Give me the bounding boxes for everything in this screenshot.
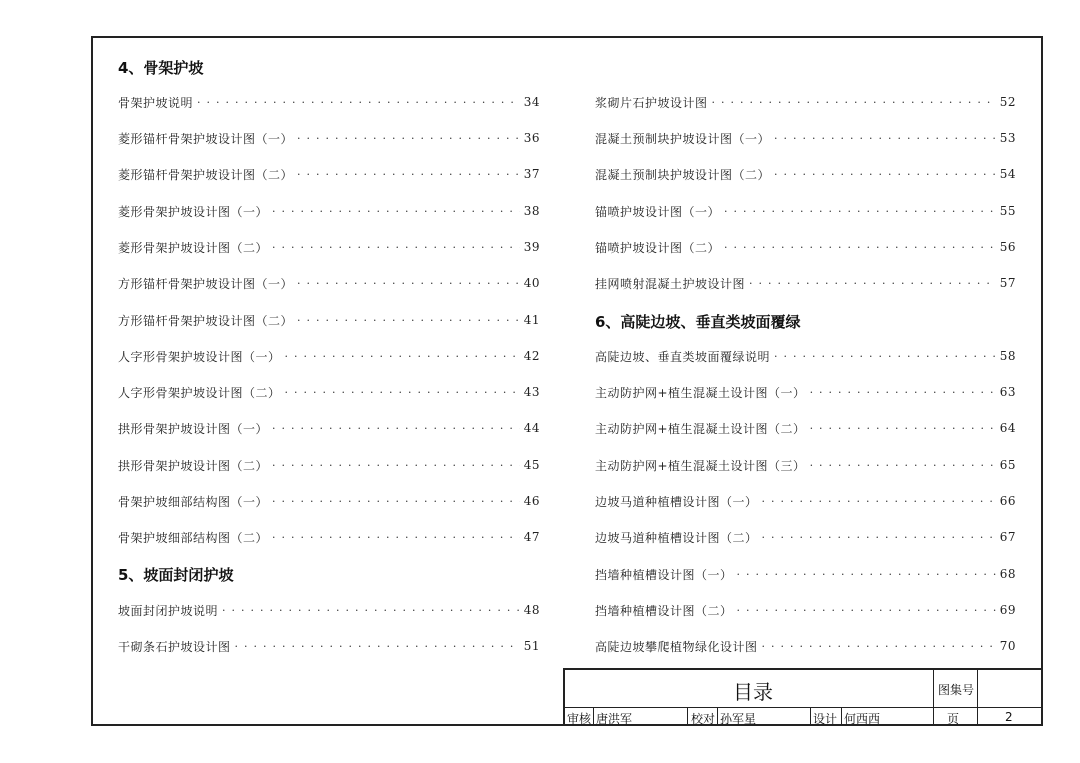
toc-entry-page: 56 [999,240,1016,254]
toc-entry-page: 69 [999,603,1016,617]
toc-entry[interactable] [118,491,540,511]
drawing-title: 目录 [733,680,773,704]
toc-entry-title: 拱形骨架护坡设计图（一） [118,421,269,436]
toc-entry-title: 边坡马道种植槽设计图（一） [595,494,758,509]
toc-entry-title: 高陡边坡攀爬植物绿化设计图 [595,639,758,654]
leader-dots [272,495,520,508]
toc-entry[interactable] [595,273,1016,293]
toc-entry[interactable] [595,491,1016,511]
leader-dots [810,386,996,399]
toc-entry[interactable] [118,346,540,366]
toc-entry[interactable] [595,164,1016,184]
title-block-divider [933,670,934,726]
toc-entry-title: 人字形骨架护坡设计图（二） [118,385,281,400]
leader-dots [272,422,520,435]
toc-entry[interactable] [118,455,540,475]
leader-dots [297,168,520,181]
toc-entry[interactable] [118,382,540,402]
toc-entry[interactable] [595,636,1016,656]
toc-entry[interactable] [118,237,540,257]
toc-entry-title: 骨架护坡说明 [118,95,194,110]
page-label: 页 [947,712,960,726]
toc-entry-page: 37 [523,167,540,181]
toc-entry[interactable] [595,418,1016,438]
page-number: 2 [1005,710,1013,724]
title-block-divider [593,707,594,726]
toc-entry-title: 主动防护网+植生混凝土设计图（三） [595,458,806,473]
check-name: 孙军星 [720,712,757,726]
toc-entry-page: 54 [999,167,1016,181]
leader-dots [297,314,520,327]
leader-dots [774,132,996,145]
toc-entry-page: 58 [999,349,1016,363]
toc-entry[interactable] [595,92,1016,112]
toc-entry[interactable] [118,527,540,547]
title-block-divider [810,707,811,726]
toc-entry[interactable] [118,636,540,656]
leader-dots [737,604,996,617]
toc-entry[interactable] [118,164,540,184]
toc-entry-title: 方形锚杆骨架护坡设计图（二） [118,313,294,328]
toc-entry-title: 混凝土预制块护坡设计图（二） [595,167,771,182]
toc-entry[interactable] [595,128,1016,148]
toc-entry[interactable] [595,346,1016,366]
leader-dots [272,531,520,544]
toc-entry-page: 68 [999,567,1016,581]
toc-entry-page: 36 [523,131,540,145]
leader-dots [774,350,996,363]
toc-entry-title: 方形锚杆骨架护坡设计图（一） [118,276,294,291]
toc-entry-page: 45 [523,458,540,472]
leader-dots [724,205,996,218]
toc-entry-page: 67 [999,530,1016,544]
toc-entry-page: 55 [999,204,1016,218]
leader-dots [297,132,520,145]
toc-entry-page: 63 [999,385,1016,399]
toc-entry-page: 48 [523,603,540,617]
toc-entry[interactable] [595,237,1016,257]
leader-dots [272,205,520,218]
toc-entry-page: 34 [523,95,540,109]
leader-dots [774,168,996,181]
leader-dots [762,495,996,508]
design-name: 何西西 [844,712,881,726]
leader-dots [810,422,996,435]
toc-entry[interactable] [118,600,540,620]
toc-entry-title: 浆砌片石护坡设计图 [595,95,708,110]
leader-dots [235,640,520,653]
toc-entry-title: 挡墙种植槽设计图（一） [595,567,733,582]
toc-entry-page: 43 [523,385,540,399]
toc-entry[interactable] [595,600,1016,620]
toc-entry-title: 菱形锚杆骨架护坡设计图（一） [118,131,294,146]
leader-dots [222,604,520,617]
section-heading-6: 6、高陡边坡、垂直类坡面覆绿 [595,313,801,331]
atlas-number-label: 图集号 [938,683,975,697]
check-label: 校对 [691,712,716,726]
toc-entry-title: 混凝土预制块护坡设计图（一） [595,131,771,146]
leader-dots [272,459,520,472]
toc-entry-page: 66 [999,494,1016,508]
toc-entry[interactable] [595,527,1016,547]
leader-dots [810,459,996,472]
toc-entry-page: 46 [523,494,540,508]
toc-entry[interactable] [118,128,540,148]
title-block-divider [977,670,978,726]
design-label: 设计 [813,712,838,726]
toc-entry-page: 57 [999,276,1016,290]
toc-entry-title: 菱形骨架护坡设计图（一） [118,204,269,219]
toc-entry-title: 主动防护网+植生混凝土设计图（一） [595,385,806,400]
toc-entry-title: 坡面封闭护坡说明 [118,603,219,618]
toc-entry-page: 41 [523,313,540,327]
toc-entry-page: 44 [523,421,540,435]
leader-dots [297,277,520,290]
toc-entry-page: 53 [999,131,1016,145]
toc-entry-title: 边坡马道种植槽设计图（二） [595,530,758,545]
toc-entry-title: 拱形骨架护坡设计图（二） [118,458,269,473]
toc-entry[interactable] [118,92,540,112]
toc-entry-page: 65 [999,458,1016,472]
leader-dots [197,96,520,109]
toc-entry-page: 47 [523,530,540,544]
leader-dots [285,386,520,399]
toc-entry-page: 70 [999,639,1016,653]
toc-entry[interactable] [118,418,540,438]
section-heading-4: 4、骨架护坡 [118,59,204,77]
leader-dots [712,96,996,109]
toc-entry[interactable] [118,273,540,293]
leader-dots [737,568,996,581]
review-name: 唐洪军 [596,712,633,726]
toc-entry-title: 挂网喷射混凝土护坡设计图 [595,276,746,291]
toc-entry-title: 骨架护坡细部结构图（一） [118,494,269,509]
leader-dots [724,241,996,254]
toc-entry-page: 38 [523,204,540,218]
leader-dots [272,241,520,254]
toc-entry[interactable] [595,564,1016,584]
toc-entry[interactable] [595,455,1016,475]
section-heading-5: 5、坡面封闭护坡 [118,566,234,584]
toc-entry[interactable] [118,201,540,221]
review-label: 审核 [567,712,592,726]
title-block-divider [565,707,1043,708]
toc-entry-page: 64 [999,421,1016,435]
leader-dots [762,640,996,653]
toc-entry-page: 40 [523,276,540,290]
toc-entry-title: 骨架护坡细部结构图（二） [118,530,269,545]
toc-entry-title: 高陡边坡、垂直类坡面覆绿说明 [595,349,771,364]
toc-entry-page: 51 [523,639,540,653]
toc-entry[interactable] [595,201,1016,221]
toc-entry-title: 锚喷护坡设计图（二） [595,240,721,255]
title-block-divider [717,707,718,726]
toc-entry-title: 锚喷护坡设计图（一） [595,204,721,219]
title-block [563,668,1043,726]
leader-dots [285,350,520,363]
toc-entry-title: 干砌条石护坡设计图 [118,639,231,654]
toc-entry-title: 人字形骨架护坡设计图（一） [118,349,281,364]
title-block-divider [841,707,842,726]
toc-entry-title: 主动防护网+植生混凝土设计图（二） [595,421,806,436]
toc-entry-page: 42 [523,349,540,363]
toc-entry-title: 菱形骨架护坡设计图（二） [118,240,269,255]
toc-entry-title: 菱形锚杆骨架护坡设计图（二） [118,167,294,182]
toc-entry-page: 52 [999,95,1016,109]
toc-entry[interactable] [595,382,1016,402]
toc-entry-title: 挡墙种植槽设计图（二） [595,603,733,618]
toc-entry[interactable] [118,310,540,330]
toc-entry-page: 39 [523,240,540,254]
title-block-divider [687,707,688,726]
leader-dots [762,531,996,544]
leader-dots [749,277,996,290]
